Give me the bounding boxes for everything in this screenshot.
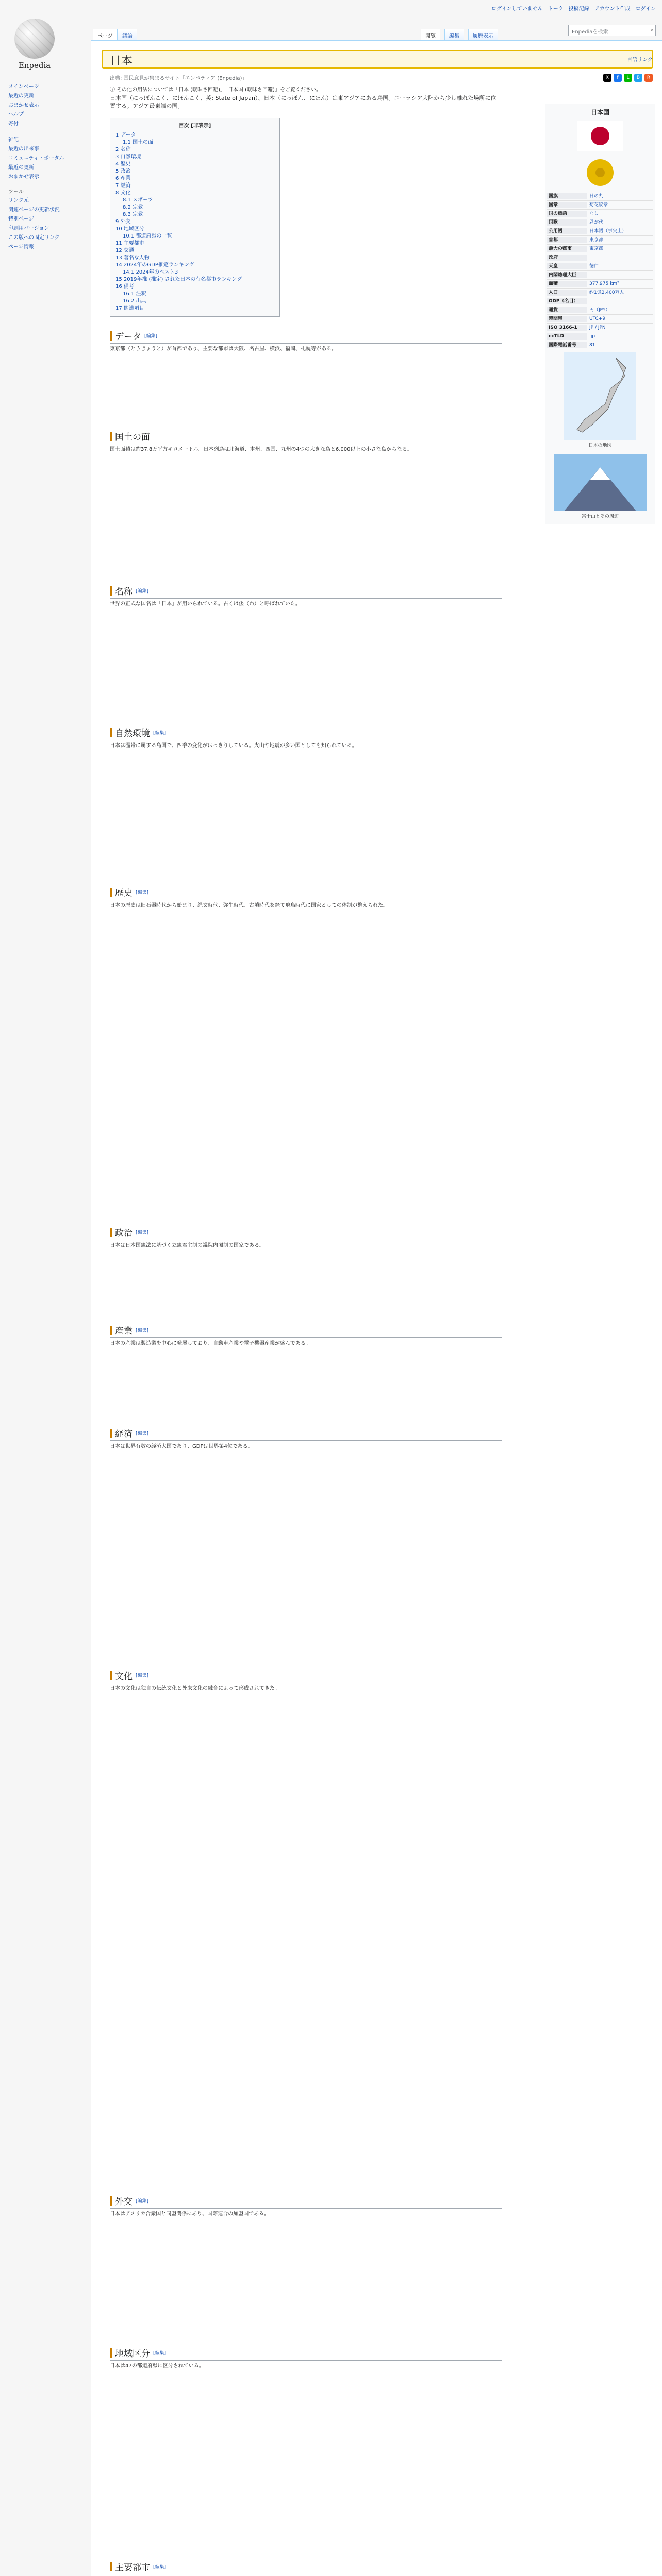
top-bar — [0, 0, 662, 15]
section-bar — [110, 1326, 112, 1335]
section-bar — [110, 728, 112, 737]
section-bar — [110, 1429, 112, 1438]
infobox-key: 公用語 — [547, 228, 587, 234]
toc-item[interactable] — [115, 240, 274, 247]
section-heading — [110, 430, 502, 444]
section — [110, 2346, 502, 2370]
language-link[interactable]: 言語リンク — [627, 57, 653, 63]
toc-number: 3 — [115, 154, 119, 160]
infobox-row — [547, 192, 653, 200]
infobox-key: ISO 3166-1 — [547, 325, 587, 331]
sidebar-item[interactable]: 最近の更新 — [8, 165, 34, 171]
section-heading — [110, 1669, 502, 1683]
toc-item[interactable] — [115, 182, 274, 190]
toc-label: 自然環境 — [120, 154, 141, 160]
tab-discussion[interactable]: 議論 — [118, 29, 137, 40]
toc-label: 出典 — [136, 298, 146, 304]
toc-number: 11 — [115, 241, 122, 246]
toc-label: 交通 — [123, 248, 134, 253]
infobox-value[interactable]: 日本語（事実上） — [589, 229, 627, 234]
sidebar-item[interactable]: おまかせ表示 — [8, 174, 39, 180]
section-title: 主要都市 — [115, 2563, 150, 2573]
section-title: 国土の面 — [115, 432, 150, 443]
infobox-row — [547, 235, 653, 244]
toc-label: 2019年推 (推定) された日本の有名都市ランキング — [123, 277, 242, 282]
toc-number: 1 — [115, 132, 119, 138]
facebook-icon[interactable]: f — [614, 74, 622, 82]
toc-item[interactable] — [115, 204, 274, 211]
sidebar-group-head: ツール — [8, 187, 70, 196]
section — [110, 1669, 502, 1692]
infobox-key: 人口 — [547, 290, 587, 296]
share-tools — [603, 74, 653, 82]
search-icon[interactable]: ⌕ — [650, 27, 654, 33]
infobox-row — [547, 297, 653, 306]
infobox-value[interactable]: 約1億2,400万人 — [589, 290, 624, 295]
sidebar-item[interactable]: ページ情報 — [8, 244, 34, 250]
infobox-key: 国章 — [547, 202, 587, 208]
edit-link[interactable]: [編集] — [136, 890, 149, 895]
toc-number: 10 — [115, 226, 122, 232]
section — [110, 1226, 502, 1249]
infobox-row — [547, 244, 653, 253]
site-logo[interactable] — [6, 19, 63, 75]
section-text: 日本の文化は独自の伝統文化と外来文化の融合によって形成されてきた。 — [110, 1686, 280, 1691]
photo-caption: 富士山とその周辺 — [581, 514, 619, 519]
section — [110, 430, 502, 453]
section-bar — [110, 888, 112, 897]
toc-item[interactable] — [115, 175, 274, 182]
toc-item[interactable] — [115, 269, 274, 276]
section-text: 東京都（とうきょうと）が首都であり、主要な都市は大阪、名古屋、横浜、福岡、札幌等がある。 — [110, 346, 337, 352]
section-text: 国土面積は約37.8万平方キロメートル。日本列島は北海道、本州、四国、九州の4つの大きな島と6,000以上の小さな島からなる。 — [110, 447, 412, 452]
tab-view[interactable]: 閲覧 — [421, 29, 440, 40]
toc-number: 17 — [115, 306, 122, 311]
infobox-value[interactable]: UTC+9 — [589, 316, 606, 321]
sidebar-item[interactable]: コミュニティ・ポータル — [8, 156, 64, 161]
flag-image[interactable] — [547, 118, 653, 155]
section-bar — [110, 2348, 112, 2358]
section-title: 地域区分 — [115, 2349, 150, 2359]
infobox-key: 通貨 — [547, 307, 587, 313]
toc-number: 7 — [115, 183, 119, 189]
infobox-key: 最大の都市 — [547, 246, 587, 252]
infobox-value[interactable]: .jp — [589, 334, 595, 339]
edit-link[interactable]: [編集] — [153, 731, 167, 736]
sidebar-item[interactable]: 最近の出来事 — [8, 146, 39, 152]
toc-label: 主要都市 — [123, 241, 144, 246]
section-text: 日本の産業は製造業を中心に発展しており、自動車産業や電子機器産業が盛んである。 — [110, 1341, 311, 1346]
toc-number: 8.1 — [123, 197, 131, 203]
toc-item[interactable] — [115, 298, 274, 305]
toc-label: 宗教 — [133, 205, 143, 210]
edit-link[interactable]: [編集] — [136, 589, 149, 594]
infobox-value[interactable]: 東京都 — [589, 246, 604, 251]
toc-item[interactable] — [115, 211, 274, 218]
sidebar-item[interactable]: 関連ページの更新状況 — [8, 207, 60, 213]
infobox-key: 政府 — [547, 255, 587, 261]
infobox-value[interactable]: 377,975 km² — [589, 281, 619, 286]
toc-item[interactable] — [115, 190, 274, 197]
user-link[interactable]: アカウント作成 — [594, 6, 631, 12]
section-text: 日本は日本国憲法に基づく立憲君主制の議院内閣制の国家である。 — [110, 1243, 264, 1248]
infobox-value[interactable]: 君が代 — [589, 220, 604, 225]
section-title: 自然環境 — [115, 728, 150, 739]
infobox-value[interactable]: 円（JPY） — [589, 308, 610, 313]
section-heading — [110, 886, 502, 900]
infobox-row — [547, 288, 653, 297]
toc-number: 4 — [115, 161, 119, 167]
infobox-key: GDP（名目） — [547, 298, 587, 304]
infobox-row — [547, 332, 653, 341]
toc-label: 2024年のベスト3 — [136, 269, 178, 275]
infobox-key: 国際電話番号 — [547, 342, 587, 348]
title-box — [102, 50, 653, 69]
sidebar-item[interactable]: リンク元 — [8, 198, 29, 204]
infobox-key: ccTLD — [547, 333, 587, 340]
toc-item[interactable] — [115, 226, 274, 233]
toc-item[interactable] — [115, 276, 274, 283]
infobox-row — [547, 200, 653, 209]
toc-label: 宗教 — [133, 212, 143, 217]
toc-label: 歴史 — [120, 161, 131, 167]
toc-item[interactable] — [115, 305, 274, 312]
toc-title: 目次 [非表示] — [178, 123, 211, 129]
section-bar — [110, 1228, 112, 1237]
toc-number: 10.1 — [123, 233, 135, 239]
map-caption: 日本の地図 — [588, 443, 612, 448]
site-name: Enpedia — [18, 61, 51, 70]
toc-label: 2024年のGDP推定ランキング — [123, 262, 194, 268]
section-heading — [110, 1226, 502, 1240]
edit-link[interactable]: [編集] — [153, 2565, 167, 2570]
toc-number: 14.1 — [123, 269, 135, 275]
emblem-image[interactable] — [547, 155, 653, 192]
section-text: 日本の歴史は旧石器時代から始まり、縄文時代、弥生時代、古墳時代を経て飛鳥時代に国家としての体制が整えられた。 — [110, 903, 388, 908]
toc-label: 国土の面 — [133, 140, 154, 145]
toc-label: データ — [120, 132, 136, 138]
rss-icon[interactable]: R — [644, 74, 653, 82]
toc-item[interactable] — [115, 154, 274, 161]
section-title: 政治 — [115, 1228, 133, 1239]
infobox-row — [547, 253, 653, 262]
toc-number: 2 — [115, 147, 119, 152]
infobox-value[interactable]: 東京都 — [589, 238, 604, 243]
toc-item[interactable] — [115, 197, 274, 204]
section — [110, 329, 502, 353]
infobox-value[interactable]: 徳仁 — [589, 264, 599, 269]
photo-image[interactable] — [547, 451, 653, 522]
infobox-value[interactable] — [587, 272, 653, 278]
toc-number: 8 — [115, 190, 119, 196]
section-title: 外交 — [115, 2197, 133, 2207]
sidebar-item[interactable]: おまかせ表示 — [8, 103, 39, 108]
sidebar-item[interactable]: ヘルプ — [8, 112, 24, 117]
sidebar-item[interactable]: 特別ページ — [8, 216, 34, 222]
globe-icon — [14, 19, 55, 59]
section-heading — [110, 329, 502, 344]
sidebar-item[interactable]: 印刷用バージョン — [8, 226, 49, 231]
section — [110, 2560, 502, 2576]
hatnote: ⓘ その他の用法については「日本 (曖昧さ回避)」「日本国 (曖昧さ回避)」をご覧ください。 — [110, 87, 321, 93]
section-heading — [110, 2194, 502, 2209]
toc-item[interactable] — [115, 161, 274, 168]
infobox-row — [547, 262, 653, 270]
section-heading — [110, 726, 502, 740]
edit-link[interactable]: [編集] — [136, 1230, 149, 1235]
sidebar-item[interactable]: 最近の更新 — [8, 93, 34, 99]
infobox — [545, 104, 655, 524]
section — [110, 2194, 502, 2218]
toc-label: 外交 — [120, 219, 131, 225]
toc-label: スポーツ — [133, 197, 153, 203]
x-icon[interactable]: X — [603, 74, 611, 82]
infobox-row — [547, 270, 653, 279]
toc-number: 1.1 — [123, 140, 131, 145]
section-title: 経済 — [115, 1429, 133, 1439]
edit-link[interactable]: [編集] — [136, 1328, 149, 1333]
tab-page[interactable]: ページ — [93, 29, 118, 40]
infobox-key: 内閣総理大臣 — [547, 272, 587, 278]
section-text: 日本はアメリカ合衆国と同盟関係にあり、国際連合の加盟国である。 — [110, 2211, 270, 2217]
infobox-row — [547, 323, 653, 332]
main-content — [91, 40, 662, 2576]
toc-label: 都道府県の一覧 — [136, 233, 172, 239]
section-heading — [110, 584, 502, 599]
infobox-row — [547, 227, 653, 235]
sidebar-item[interactable]: この版への固定リンク — [8, 235, 60, 241]
infobox-key: 天皇 — [547, 263, 587, 269]
page-title: 日本 — [110, 55, 133, 67]
user-link[interactable]: ログインしていません — [491, 6, 543, 12]
toc-label: 政治 — [120, 168, 131, 174]
map-image[interactable] — [547, 349, 653, 451]
sidebar-item[interactable]: メインページ — [8, 84, 39, 90]
section — [110, 886, 502, 909]
toc-label: 備考 — [123, 284, 134, 290]
infobox-key: 国旗 — [547, 193, 587, 199]
toc-label: 注釈 — [136, 291, 146, 297]
toc-item[interactable] — [115, 132, 274, 139]
toc-label: 著名な人物 — [123, 255, 150, 261]
section-heading — [110, 1427, 502, 1441]
user-link[interactable]: 投稿記録 — [568, 6, 589, 12]
section-bar — [110, 2562, 112, 2571]
infobox-rows — [547, 192, 653, 349]
toc-number: 5 — [115, 168, 119, 174]
section-title: 文化 — [115, 1671, 133, 1682]
tab-history[interactable]: 履歴表示 — [468, 29, 498, 40]
infobox-row — [547, 306, 653, 314]
user-links — [491, 4, 656, 12]
toc-number: 16.2 — [123, 298, 135, 304]
toc-item[interactable] — [115, 283, 274, 291]
section-text: 日本は47の都道府県に区分されている。 — [110, 2363, 204, 2369]
sidebar — [0, 82, 91, 252]
edit-link[interactable]: [編集] — [136, 1673, 149, 1679]
infobox-value[interactable]: なし — [589, 211, 599, 216]
toc-number: 9 — [115, 219, 119, 225]
infobox-value[interactable]: 日の丸 — [589, 194, 604, 199]
infobox-key: 時間帯 — [547, 316, 587, 322]
infobox-key: 国の標語 — [547, 211, 587, 217]
from-line: 出典: 国民意見が集まるサイト「エンペディア (Enpedia)」 — [110, 76, 247, 81]
toc-label: 関連項目 — [123, 306, 144, 311]
section-bar — [110, 2196, 112, 2206]
toc-item[interactable] — [115, 247, 274, 255]
infobox-row — [547, 209, 653, 218]
lead-paragraph: 日本国（にっぽんこく、にほんこく、英: State of Japan）、日本（にっぽん、にほん）は東アジアにある島国。ユーラシア大陸から少し離れた場所に位置する。アジア最東端の国。 — [110, 95, 496, 109]
toc-number: 15 — [115, 277, 122, 282]
toc-label: 産業 — [120, 176, 131, 181]
section-title: 歴史 — [115, 888, 133, 899]
edit-link[interactable]: [編集] — [136, 2199, 149, 2204]
toc-number: 12 — [115, 248, 122, 253]
toc-list — [115, 132, 274, 312]
infobox-row — [547, 279, 653, 288]
toc-number: 16 — [115, 284, 122, 290]
section-title: 産業 — [115, 1326, 133, 1336]
section-bar — [110, 1671, 112, 1680]
sidebar-item[interactable]: 寄付 — [8, 121, 19, 127]
section-text: 日本は世界有数の経済大国であり、GDPは世界第4位である。 — [110, 1444, 253, 1449]
section-bar — [110, 432, 112, 441]
infobox-value[interactable]: 81 — [589, 343, 595, 348]
user-link[interactable]: トーク — [548, 6, 564, 12]
search-input[interactable]: Enpediaを検索 — [568, 25, 656, 36]
toc-item[interactable] — [115, 146, 274, 154]
section — [110, 584, 502, 608]
table-of-contents — [110, 118, 280, 317]
edit-link[interactable]: [編集] — [153, 2351, 167, 2356]
infobox-key: 面積 — [547, 281, 587, 287]
toc-number: 8.2 — [123, 205, 131, 210]
section — [110, 1324, 502, 1347]
section-title: データ — [115, 332, 141, 342]
toc-number: 6 — [115, 176, 119, 181]
edit-link[interactable]: [編集] — [144, 334, 158, 339]
infobox-row — [547, 314, 653, 323]
toc-item[interactable] — [115, 218, 274, 226]
infobox-row — [547, 341, 653, 349]
info-icon: ⓘ — [110, 87, 117, 93]
section — [110, 726, 502, 750]
toc-item[interactable] — [115, 255, 274, 262]
section-text: 日本は温帯に属する島国で、四季の変化がはっきりしている。火山や地震が多い国としても知られている。 — [110, 743, 357, 749]
infobox-value[interactable]: 菊花紋章 — [589, 202, 608, 208]
toc-number: 13 — [115, 255, 122, 261]
toc-item[interactable] — [115, 233, 274, 240]
toc-number: 16.1 — [123, 291, 135, 297]
tab-edit[interactable]: 編集 — [444, 29, 464, 40]
infobox-title: 日本国 — [590, 109, 609, 116]
toc-item[interactable] — [115, 262, 274, 269]
section-heading — [110, 2560, 502, 2574]
infobox-value[interactable] — [587, 255, 653, 261]
toc-item[interactable] — [115, 291, 274, 298]
infobox-key: 国歌 — [547, 219, 587, 226]
bookmark-icon[interactable]: B — [634, 74, 642, 82]
edit-link[interactable]: [編集] — [136, 1431, 149, 1436]
section-bar — [110, 586, 112, 596]
page-tabs — [93, 21, 662, 40]
toc-number: 14 — [115, 262, 122, 268]
user-link[interactable]: ログイン — [635, 6, 656, 12]
infobox-value[interactable]: JP / JPN — [589, 325, 606, 330]
toc-item[interactable] — [115, 139, 274, 146]
sidebar-item[interactable]: 雑記 — [8, 137, 19, 143]
toc-label: 地域区分 — [123, 226, 144, 232]
section — [110, 1427, 502, 1450]
infobox-value[interactable] — [587, 298, 653, 304]
line-icon[interactable]: L — [624, 74, 632, 82]
infobox-row — [547, 218, 653, 227]
section-bar — [110, 331, 112, 341]
toc-label: 文化 — [120, 190, 131, 196]
infobox-key: 首都 — [547, 237, 587, 243]
section-title: 名称 — [115, 587, 133, 597]
toc-number: 8.3 — [123, 212, 131, 217]
toc-item[interactable] — [115, 168, 274, 175]
section-heading — [110, 2346, 502, 2361]
section-heading — [110, 1324, 502, 1338]
toc-label: 名称 — [120, 147, 131, 152]
toc-label: 経済 — [120, 183, 131, 189]
section-text: 世界の正式な国名は「日本」が用いられている。古くは倭（わ）と呼ばれていた。 — [110, 601, 301, 607]
